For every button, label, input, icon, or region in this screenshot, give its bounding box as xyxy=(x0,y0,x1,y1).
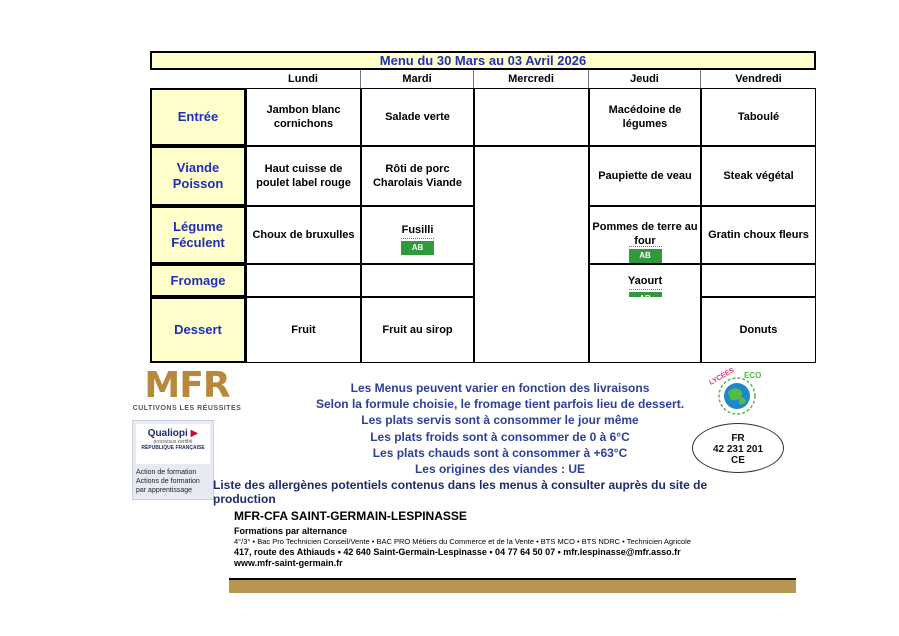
organic-ab-icon: AB xyxy=(401,241,434,255)
day-header-vendredi: Vendredi xyxy=(735,73,782,85)
info-line: Les plats servis sont à consommer le jour même xyxy=(361,413,639,428)
fr-mark-number: 42 231 201 xyxy=(712,444,764,455)
menu-cell-vendredi-entree: Taboulé xyxy=(701,88,816,146)
row-label-legume-feculent: Légume Féculent xyxy=(150,206,246,264)
row-label-fromage: Fromage xyxy=(150,264,246,297)
mfr-logo-letters: MFR xyxy=(144,365,230,406)
menu-cell-lundi-dessert: Fruit xyxy=(246,297,361,363)
menu-cell-mercredi-entree xyxy=(474,88,589,146)
menu-cell-lundi-entree: Jambon blanc cornichons xyxy=(246,88,361,146)
menu-cell-lundi-legume xyxy=(246,206,361,264)
day-header-mardi: Mardi xyxy=(361,70,474,88)
menu-cell-mardi-entree: Salade verte xyxy=(361,88,474,146)
fr-health-mark xyxy=(692,423,784,473)
row-label-dessert: Dessert xyxy=(150,297,246,363)
menu-cell-mardi-viande: Rôti de porc Charolais Viande xyxy=(361,146,474,206)
info-line: Selon la formule choisie, le fromage tient parfois lieu de dessert. xyxy=(315,397,685,412)
mfr-logo xyxy=(124,365,250,416)
allergens-notice: Liste des allergènes potentiels contenus dans les menus à consulter auprès du site de production xyxy=(213,478,708,506)
menu-cell-vendredi-viande: Steak végétal xyxy=(701,146,816,206)
qualiopi-name: Qualiopi ▶ xyxy=(147,428,199,439)
menu-cell-jeudi-entree: Macédoine de légumes xyxy=(589,88,701,146)
menu-cell-jeudi-viande: Paupiette de veau xyxy=(589,146,701,206)
menu-cell-mardi-dessert: Fruit au sirop xyxy=(361,297,474,363)
qualiopi-line: Actions de formation par apprentissage xyxy=(136,478,200,494)
svg-text:LYCÉES: LYCÉES xyxy=(708,368,736,387)
mfr-logo-tagline: CULTIVONS LES RÉUSSITES xyxy=(132,405,242,412)
info-lines xyxy=(240,380,760,477)
day-header-mercredi: Mercredi xyxy=(474,70,589,88)
menu-cell-vendredi-dessert: Donuts xyxy=(701,297,816,363)
menu-cell-jeudi-dessert xyxy=(589,297,701,363)
dish-text: Yaourt xyxy=(627,275,663,287)
organic-ab-icon: AB xyxy=(629,249,662,263)
menu-cell-mercredi-viande xyxy=(474,146,589,264)
menu-cell-mardi-legume xyxy=(361,206,474,264)
menu-cell-lundi-viande: Haut cuisse de poulet label rouge xyxy=(246,146,361,206)
qualiopi-sub: processus certifié xyxy=(153,439,193,445)
day-header-jeudi: Jeudi xyxy=(589,70,701,88)
dish-text: Pommes de terre au four xyxy=(592,220,698,247)
footer-website[interactable]: www.mfr-saint-germain.fr xyxy=(234,558,343,568)
info-line: Les plats chauds sont à consommer à +63°C xyxy=(372,445,628,460)
qualiopi-line: Action de formation xyxy=(136,469,197,476)
fr-mark-country: FR xyxy=(731,433,745,444)
dish-text: Fusilli xyxy=(401,224,434,236)
footer-gold-bar xyxy=(229,578,796,593)
footer-address: 417, route des Athiauds • 42 640 Saint-Germain-Lespinasse • 04 77 64 50 07 • mfr.lespinasse@mfr.asso.fr xyxy=(234,547,681,557)
info-line: Les origines des viandes : UE xyxy=(414,462,586,477)
info-line: Les Menus peuvent varier en fonction des livraisons xyxy=(350,381,650,395)
menu-cell-lundi-fromage xyxy=(246,264,361,297)
footer-title: MFR-CFA SAINT-GERMAIN-LESPINASSE xyxy=(234,509,467,523)
row-label-viande-poisson: Viande Poisson xyxy=(150,146,246,206)
menu-cell-jeudi-legume xyxy=(589,206,701,264)
menu-cell-vendredi-legume: Gratin choux fleurs xyxy=(701,206,816,264)
qualiopi-republique: RÉPUBLIQUE FRANÇAISE xyxy=(141,445,205,451)
svg-text:ECO: ECO xyxy=(744,371,762,380)
eco-responsible-logo xyxy=(706,368,768,420)
menu-cell-vendredi-fromage xyxy=(701,264,816,297)
menu-cell-mardi-fromage xyxy=(361,264,474,297)
qualiopi-logo xyxy=(132,420,214,500)
info-line: Les plats froids sont à consommer de 0 à 6°C xyxy=(370,429,630,444)
menu-cell-mercredi-fromage xyxy=(474,264,589,363)
day-header-lundi: Lundi xyxy=(246,70,361,88)
footer xyxy=(234,508,794,569)
fr-mark-ce: CE xyxy=(731,455,745,466)
row-label-entree: Entrée xyxy=(150,88,246,146)
menu-title: Menu du 30 Mars au 03 Avril 2026 xyxy=(150,51,816,70)
menu-cell-jeudi-fromage xyxy=(589,264,701,297)
dish-text: Choux de bruxulles xyxy=(252,229,355,241)
footer-programs: 4°/3° • Bac Pro Technicien Conseil/Vente • BAC PRO Métiers du Commerce et de la Vente • BTS MCO • BTS NDRC • Technicien Agricole xyxy=(234,537,691,546)
footer-subtitle: Formations par alternance xyxy=(234,526,348,536)
qualiopi-chevron-icon: ▶ xyxy=(190,428,199,439)
